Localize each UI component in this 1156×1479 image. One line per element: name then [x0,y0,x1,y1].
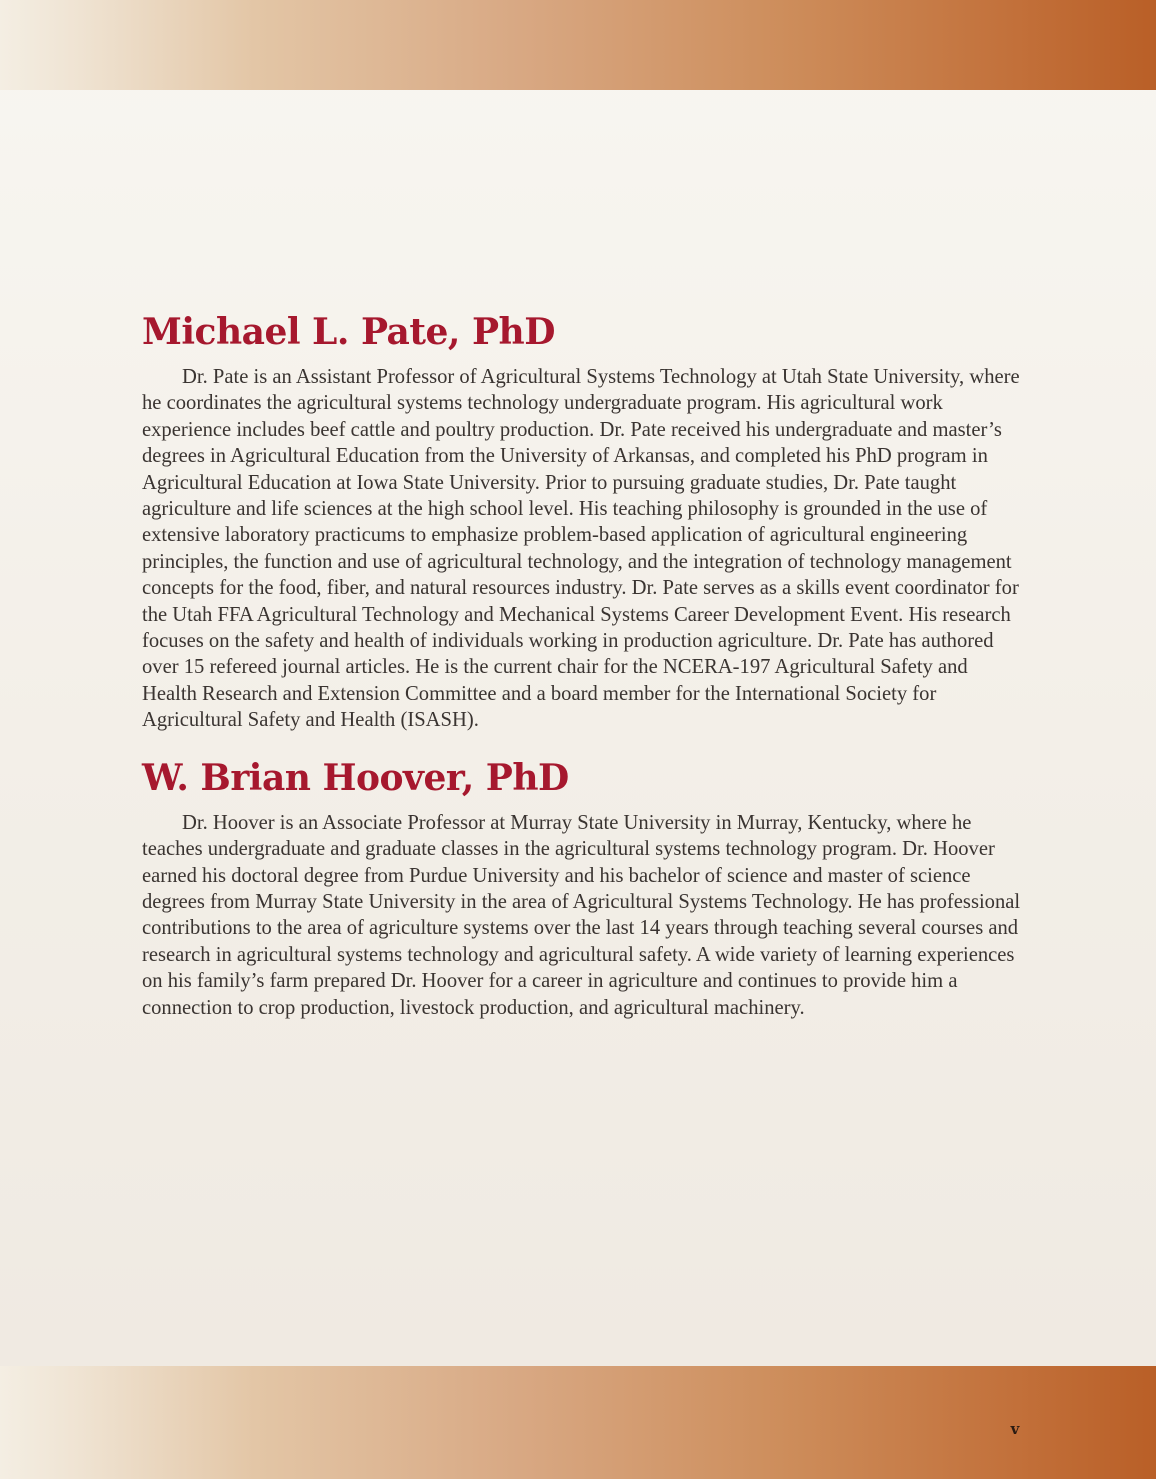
top-gradient-band [0,0,1156,90]
page-number: v [1010,1420,1020,1438]
author-name: Michael L. Pate, PhD [142,311,555,353]
author-bios [142,308,1022,1041]
bio-brian-hoover [142,754,1022,1021]
bottom-gradient-band [0,1366,1156,1479]
bio-michael-pate [142,308,1022,734]
author-bio-text: Dr. Pate is an Assistant Professor of Agricultural Systems Technology at Utah State University, where he coordinates the agricultural systems technology undergraduate program. His agricultural work experience includes beef cattle and poultry production. Dr. Pate received his undergraduate and master’s degrees in Agricultural Education from the University of Arkansas, and completed his PhD program in Agricultural Education at Iowa State University. Prior to pursuing graduate studies, Dr. Pate taught agriculture and life sciences at the high school level. His teaching philosophy is grounded in the use of extensive laboratory practicums to emphasize problem-based application of agricultural engineering principles, the function and use of agricultural technology, and the integration of technology management concepts for the food, fiber, and natural resources industry. Dr. Pate serves as a skills event coordinator for the Utah FFA Agricultural Technology and Mechanical Systems Career Development Event. His research focuses on the safety and health of individuals working in production agriculture. Dr. Pate has authored over 15 refereed journal articles. He is the current chair for the NCERA-197 Agricultural Safety and Health Research and Extension Committee and a board member for the International Society for Agricultural Safety and Health (ISASH). [142,366,1020,732]
author-bio-text: Dr. Hoover is an Associate Professor at Murray State University in Murray, Kentucky, where he teaches undergraduate and graduate classes in the agricultural systems technology program. Dr. Hoover earned his doctoral degree from Purdue University and his bachelor of science and master of science degrees from Murray State University in the area of Agricultural Systems Technology. He has professional contributions to the area of agriculture systems over the last 14 years through teaching several courses and research in agricultural systems technology and agricultural safety. A wide variety of learning experiences on his family’s farm prepared Dr. Hoover for a career in agriculture and continues to provide him a connection to crop production, livestock production, and agricultural machinery. [142,811,1021,1019]
author-name: W. Brian Hoover, PhD [142,756,569,799]
